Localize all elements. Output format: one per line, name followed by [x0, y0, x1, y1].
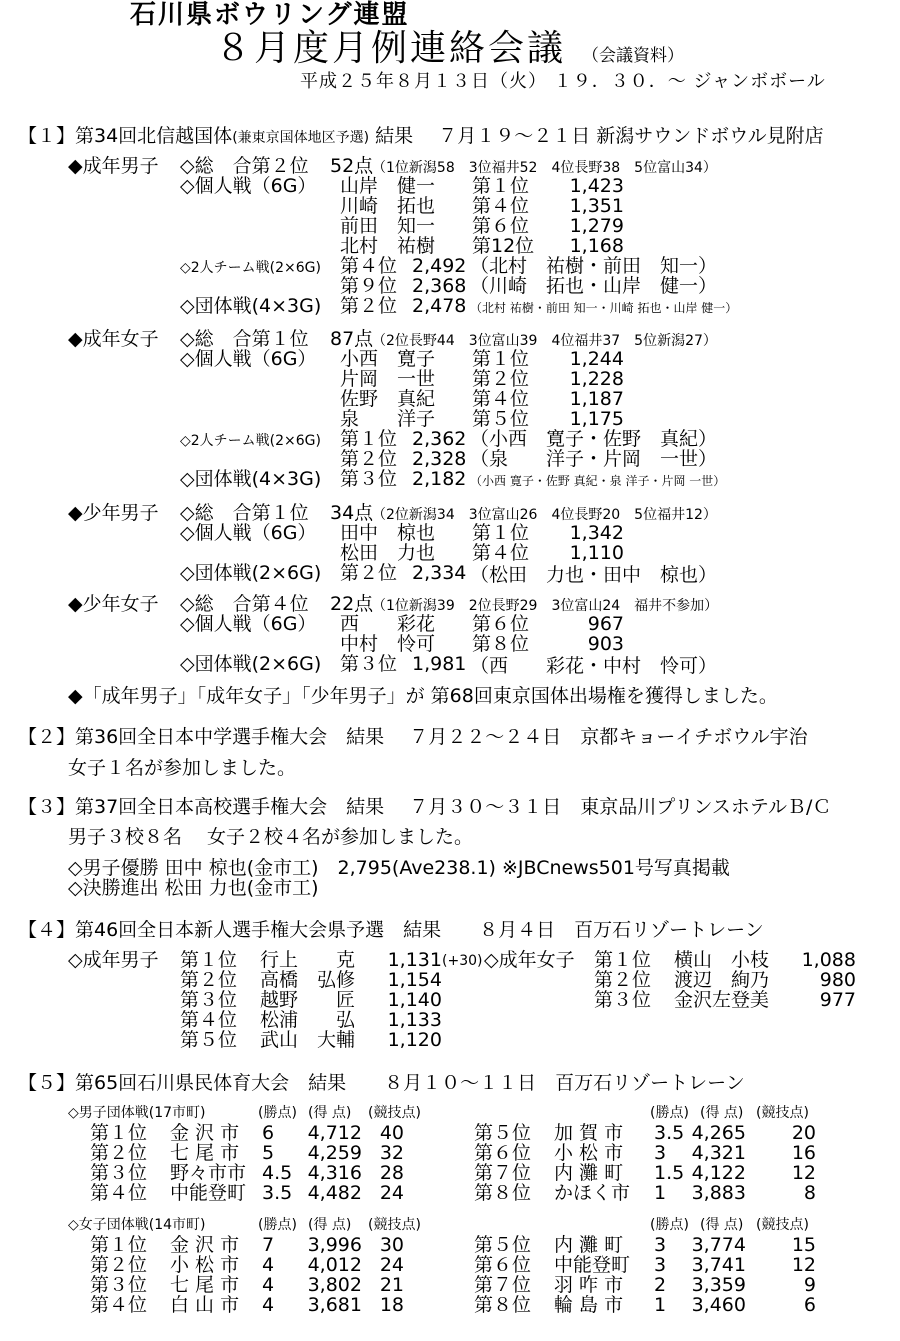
category-label-men: ◆成年男子 [68, 155, 159, 177]
column-score: (得 点) [700, 1105, 744, 1121]
overall-detail-girls: （1位新潟39 2位長野29 3位富山24 福井不参加） [372, 598, 719, 614]
overall-rank-women: ◇総 合第１位 [180, 328, 309, 350]
player-rank: 第１位 [472, 522, 530, 544]
team-city: 七 尾 市 [170, 1274, 240, 1296]
team-score: 4,122 [691, 1162, 746, 1184]
rookie-men-rank: 第３位 [180, 989, 238, 1011]
overall-rank-men: ◇総 合第２位 [180, 155, 309, 177]
player-name: 西 彩花 [340, 613, 436, 635]
team-rank: 第３位 [340, 468, 398, 490]
player-name: 前田 知一 [340, 215, 436, 237]
team-score: 2,478 [412, 295, 467, 317]
player-score: 903 [587, 633, 624, 655]
team-win-points: 7 [262, 1234, 275, 1256]
player-rank: 第４位 [472, 195, 530, 217]
team-win-points: 3.5 [262, 1182, 293, 1204]
column-win-points: (勝点) [650, 1105, 689, 1121]
team-score: 4,316 [307, 1162, 362, 1184]
player-name: 小西 寛子 [340, 348, 436, 370]
player-rank: 第２位 [472, 368, 530, 390]
player-rank: 第４位 [472, 542, 530, 564]
team-rank: 第５位 [474, 1122, 532, 1144]
column-competition-points: (競技点) [756, 1105, 809, 1121]
team-competition-points: 28 [379, 1162, 404, 1184]
team-score: 2,334 [412, 562, 467, 584]
team-city: 内 灘 町 [554, 1234, 624, 1256]
rookie-men-rank: 第４位 [180, 1009, 238, 1031]
pair-label-men: ◇2人チーム戦(2×6G) [180, 260, 321, 276]
section-5-heading: 【５】第65回石川県民体育大会 結果 ８月１０～１１日 百万石リゾートレーン [18, 1072, 745, 1094]
overall-rank-girls: ◇総 合第４位 [180, 593, 309, 615]
team-city: 内 灘 町 [554, 1162, 624, 1184]
rookie-men-name: 武山 大輔 [260, 1029, 356, 1051]
team-rank: 第７位 [474, 1162, 532, 1184]
column-win-points: (勝点) [650, 1217, 689, 1233]
rookie-men-score: 1,140 [387, 989, 442, 1011]
team-competition-points: 30 [379, 1234, 404, 1256]
pair-members: （小西 寛子・佐野 真紀） [470, 428, 718, 450]
pair-rank: 第２位 [340, 448, 398, 470]
team-rank: 第２位 [90, 1254, 148, 1276]
team-competition-points: 21 [379, 1274, 404, 1296]
pair-label-women: ◇2人チーム戦(2×6G) [180, 433, 321, 449]
player-score: 1,168 [569, 235, 624, 257]
team-score: 4,012 [307, 1254, 362, 1276]
rookie-women-name: 金沢左登美 [674, 989, 770, 1011]
organization-name: 石川県ボウリング連盟 [130, 0, 410, 30]
section-2-line: 女子１名が参加しました。 [68, 757, 297, 779]
section-2-heading: 【２】第36回全日本中学選手権大会 結果 ７月２２～２４日 京都キョーイチボウル宇治 [18, 726, 808, 748]
team-score: 3,883 [691, 1182, 746, 1204]
player-score: 1,175 [569, 408, 624, 430]
team-score: 3,460 [691, 1294, 746, 1316]
pair-rank: 第４位 [340, 255, 398, 277]
player-score: 1,244 [569, 348, 624, 370]
team-win-points: 4.5 [262, 1162, 293, 1184]
column-win-points: (勝点) [258, 1105, 297, 1121]
column-win-points: (勝点) [258, 1217, 297, 1233]
player-score: 967 [587, 613, 624, 635]
team-city: 小 松 市 [554, 1142, 624, 1164]
overall-detail-boys: （2位新潟34 3位富山26 4位長野20 5位福井12） [372, 507, 717, 523]
player-rank: 第12位 [472, 235, 535, 257]
category-label-girls: ◆少年女子 [68, 593, 159, 615]
team-competition-points: 24 [379, 1254, 404, 1276]
overall-points-girls: 22点 [330, 593, 374, 615]
column-competition-points: (競技点) [756, 1217, 809, 1233]
team-competition-points: 12 [791, 1254, 816, 1276]
rookie-women-rank: 第３位 [594, 989, 652, 1011]
team-win-points: 5 [262, 1142, 275, 1164]
team-win-points: 3 [654, 1234, 667, 1256]
team-competition-points: 6 [803, 1294, 816, 1316]
rookie-men-score: 1,154 [387, 969, 442, 991]
rookie-women-rank: 第１位 [594, 949, 652, 971]
player-rank: 第６位 [472, 613, 530, 635]
player-name: 山岸 健一 [340, 175, 436, 197]
rookie-women-name: 横山 小枝 [674, 949, 770, 971]
rookie-men-name: 松浦 弘 [260, 1009, 356, 1031]
player-score: 1,279 [569, 215, 624, 237]
section-4-heading: 【４】第46回全日本新人選手権大会県予選 結果 ８月４日 百万石リゾートレーン [18, 919, 764, 941]
team-win-points: 4 [262, 1294, 275, 1316]
team-rank: 第６位 [474, 1142, 532, 1164]
player-rank: 第４位 [472, 388, 530, 410]
pair-members: （泉 洋子・片岡 一世） [470, 448, 718, 470]
player-score: 1,342 [569, 522, 624, 544]
pair-score: 2,362 [412, 428, 467, 450]
overall-points-women: 87点 [330, 328, 374, 350]
rookie-men-rank: 第５位 [180, 1029, 238, 1051]
rookie-men-rank: 第１位 [180, 949, 238, 971]
team-city: 中能登町 [170, 1182, 247, 1204]
title-subtitle: （会議資料） [582, 46, 684, 66]
team-score: 3,996 [307, 1234, 362, 1256]
team-competition-points: 20 [791, 1122, 816, 1144]
team-score: 3,774 [691, 1234, 746, 1256]
team-rank: 第３位 [90, 1274, 148, 1296]
rookie-women-score: 980 [819, 969, 856, 991]
team-competition-points: 18 [379, 1294, 404, 1316]
team-city: 輪 島 市 [554, 1294, 624, 1316]
player-name: 田中 椋也 [340, 522, 436, 544]
category-label-women: ◆成年女子 [68, 328, 159, 350]
team-score: 3,359 [691, 1274, 746, 1296]
overall-detail-men: （1位新潟58 3位福井52 4位長野38 5位富山34） [372, 160, 717, 176]
player-name: 松田 力也 [340, 542, 436, 564]
team-score: 4,321 [691, 1142, 746, 1164]
team-city: 野々市市 [170, 1162, 247, 1184]
team-members: （松田 力也・田中 椋也） [470, 564, 718, 586]
team-score: 1,981 [412, 653, 467, 675]
category-label-boys: ◆少年男子 [68, 502, 159, 524]
team-competition-points: 12 [791, 1162, 816, 1184]
column-competition-points: (競技点) [368, 1105, 421, 1121]
team-city: 金 沢 市 [170, 1122, 240, 1144]
team-score: 4,482 [307, 1182, 362, 1204]
team-city: 七 尾 市 [170, 1142, 240, 1164]
player-score: 1,228 [569, 368, 624, 390]
team-score: 3,681 [307, 1294, 362, 1316]
team-win-points: 3 [654, 1142, 667, 1164]
men_label: ◇男子団体戦(17市町) [68, 1105, 206, 1121]
team-rank: 第４位 [90, 1294, 148, 1316]
section-3-finalist: ◇決勝進出 松田 力也(金市工) [68, 877, 319, 899]
player-name: 北村 祐樹 [340, 235, 436, 257]
player-rank: 第５位 [472, 408, 530, 430]
player-name: 片岡 一世 [340, 368, 436, 390]
team-win-points: 6 [262, 1122, 275, 1144]
individual-label-women: ◇個人戦（6G） [180, 348, 317, 370]
player-rank: 第８位 [472, 633, 530, 655]
column-score: (得 点) [308, 1105, 352, 1121]
team-label-boys: ◇団体戦(2×6G) [180, 562, 322, 584]
rookie-women-score: 1,088 [801, 949, 856, 971]
player-name: 川崎 拓也 [340, 195, 436, 217]
player-rank: 第１位 [472, 348, 530, 370]
team-score: 2,182 [412, 468, 467, 490]
meeting-date: 平成２５年８月１３日（火） １９．３０．～ ジャンボボール [300, 71, 826, 92]
team-label-women: ◇団体戦(4×3G) [180, 468, 322, 490]
individual-label-boys: ◇個人戦（6G） [180, 522, 317, 544]
team-rank: 第４位 [90, 1182, 148, 1204]
section-4-men-label: ◇成年男子 [68, 949, 159, 971]
team-rank: 第６位 [474, 1254, 532, 1276]
pair-members: （北村 祐樹・前田 知一） [470, 255, 718, 277]
team-score: 4,712 [307, 1122, 362, 1144]
player-name: 中村 怜可 [340, 633, 436, 655]
team-competition-points: 40 [379, 1122, 404, 1144]
overall-points-boys: 34点 [330, 502, 374, 524]
team-win-points: 1.5 [654, 1162, 685, 1184]
team-competition-points: 16 [791, 1142, 816, 1164]
team-competition-points: 9 [803, 1274, 816, 1296]
rookie-men-score: 1,131 [387, 949, 442, 971]
team-city: 白 山 市 [170, 1294, 240, 1316]
team-win-points: 3 [654, 1254, 667, 1276]
team-city: 加 賀 市 [554, 1122, 624, 1144]
individual-label-men: ◇個人戦（6G） [180, 175, 317, 197]
rookie-women-name: 渡辺 絢乃 [674, 969, 770, 991]
pair-rank: 第１位 [340, 428, 398, 450]
team-rank: 第３位 [340, 653, 398, 675]
section-3-heading: 【３】第37回全日本高校選手権大会 結果 ７月３０～３１日 東京品川プリンスホテルＢ/Ｃ [18, 796, 832, 818]
section-3-line: 男子３校８名 女子２校４名が参加しました。 [68, 826, 474, 848]
overall-points-men: 52点 [330, 155, 374, 177]
player-score: 1,423 [569, 175, 624, 197]
section-1-note: ◆「成年男子」「成年女子」「少年男子」が 第68回東京国体出場権を獲得しました。 [68, 685, 778, 707]
team-score: 3,802 [307, 1274, 362, 1296]
rookie-men-extra: (+30) [442, 953, 483, 969]
team-members: （北村 祐樹・前田 知一・川崎 拓也・山岸 健一） [470, 301, 738, 315]
team-win-points: 1 [654, 1294, 667, 1316]
section-1-heading: 【１】第34回北信越国体(兼東京国体地区予選) 結果 ７月１９～２１日 新潟サウンドボウル見附店 [18, 125, 824, 147]
team-rank: 第２位 [90, 1142, 148, 1164]
player-name: 泉 洋子 [340, 408, 436, 430]
individual-label-girls: ◇個人戦（6G） [180, 613, 317, 635]
column-score: (得 点) [308, 1217, 352, 1233]
team-rank: 第１位 [90, 1234, 148, 1256]
pair-score: 2,328 [412, 448, 467, 470]
team-score: 4,259 [307, 1142, 362, 1164]
team-city: 小 松 市 [170, 1254, 240, 1276]
team-win-points: 1 [654, 1182, 667, 1204]
team-win-points: 4 [262, 1274, 275, 1296]
team-competition-points: 8 [803, 1182, 816, 1204]
team-rank: 第２位 [340, 295, 398, 317]
team-label-girls: ◇団体戦(2×6G) [180, 653, 322, 675]
team-rank: 第１位 [90, 1122, 148, 1144]
pair-score: 2,368 [412, 275, 467, 297]
rookie-women-score: 977 [819, 989, 856, 1011]
pair-score: 2,492 [412, 255, 467, 277]
pair-rank: 第９位 [340, 275, 398, 297]
rookie-men-name: 行上 克 [260, 949, 356, 971]
team-city: 中能登町 [554, 1254, 631, 1276]
rookie-women-rank: 第２位 [594, 969, 652, 991]
team-label-men: ◇団体戦(4×3G) [180, 295, 322, 317]
team-competition-points: 24 [379, 1182, 404, 1204]
player-rank: 第１位 [472, 175, 530, 197]
player-name: 佐野 真紀 [340, 388, 436, 410]
team-competition-points: 15 [791, 1234, 816, 1256]
team-city: 羽 咋 市 [554, 1274, 624, 1296]
team-rank: 第２位 [340, 562, 398, 584]
rookie-men-rank: 第２位 [180, 969, 238, 991]
team-win-points: 2 [654, 1274, 667, 1296]
rookie-men-score: 1,133 [387, 1009, 442, 1031]
rookie-men-name: 越野 匠 [260, 989, 356, 1011]
team-rank: 第８位 [474, 1294, 532, 1316]
team-win-points: 4 [262, 1254, 275, 1276]
section-4-women-label: ◇成年女子 [484, 949, 575, 971]
team-win-points: 3.5 [654, 1122, 685, 1144]
team-members: （西 彩花・中村 怜可） [470, 655, 718, 677]
column-score: (得 点) [700, 1217, 744, 1233]
team-competition-points: 32 [379, 1142, 404, 1164]
team-score: 3,741 [691, 1254, 746, 1276]
player-rank: 第６位 [472, 215, 530, 237]
player-score: 1,351 [569, 195, 624, 217]
rookie-men-score: 1,120 [387, 1029, 442, 1051]
rookie-men-name: 高橋 弘修 [260, 969, 356, 991]
team-rank: 第５位 [474, 1234, 532, 1256]
player-score: 1,110 [569, 542, 624, 564]
column-competition-points: (競技点) [368, 1217, 421, 1233]
page-title: ８月度月例連絡会議 [215, 28, 567, 69]
team-rank: 第３位 [90, 1162, 148, 1184]
team-score: 4,265 [691, 1122, 746, 1144]
team-members: （小西 寛子・佐野 真紀・泉 洋子・片岡 一世） [470, 474, 726, 488]
team-city: かほく市 [554, 1182, 631, 1204]
team-rank: 第７位 [474, 1274, 532, 1296]
overall-rank-boys: ◇総 合第１位 [180, 502, 309, 524]
pair-members: （川崎 拓也・山岸 健一） [470, 275, 718, 297]
team-rank: 第８位 [474, 1182, 532, 1204]
overall-detail-women: （2位長野44 3位富山39 4位福井37 5位新潟27） [372, 333, 717, 349]
women_label: ◇女子団体戦(14市町) [68, 1217, 206, 1233]
team-city: 金 沢 市 [170, 1234, 240, 1256]
player-score: 1,187 [569, 388, 624, 410]
section-3-winner: ◇男子優勝 田中 椋也(金市工) 2,795(Ave238.1) ※JBCnews501号写真掲載 [68, 857, 730, 879]
